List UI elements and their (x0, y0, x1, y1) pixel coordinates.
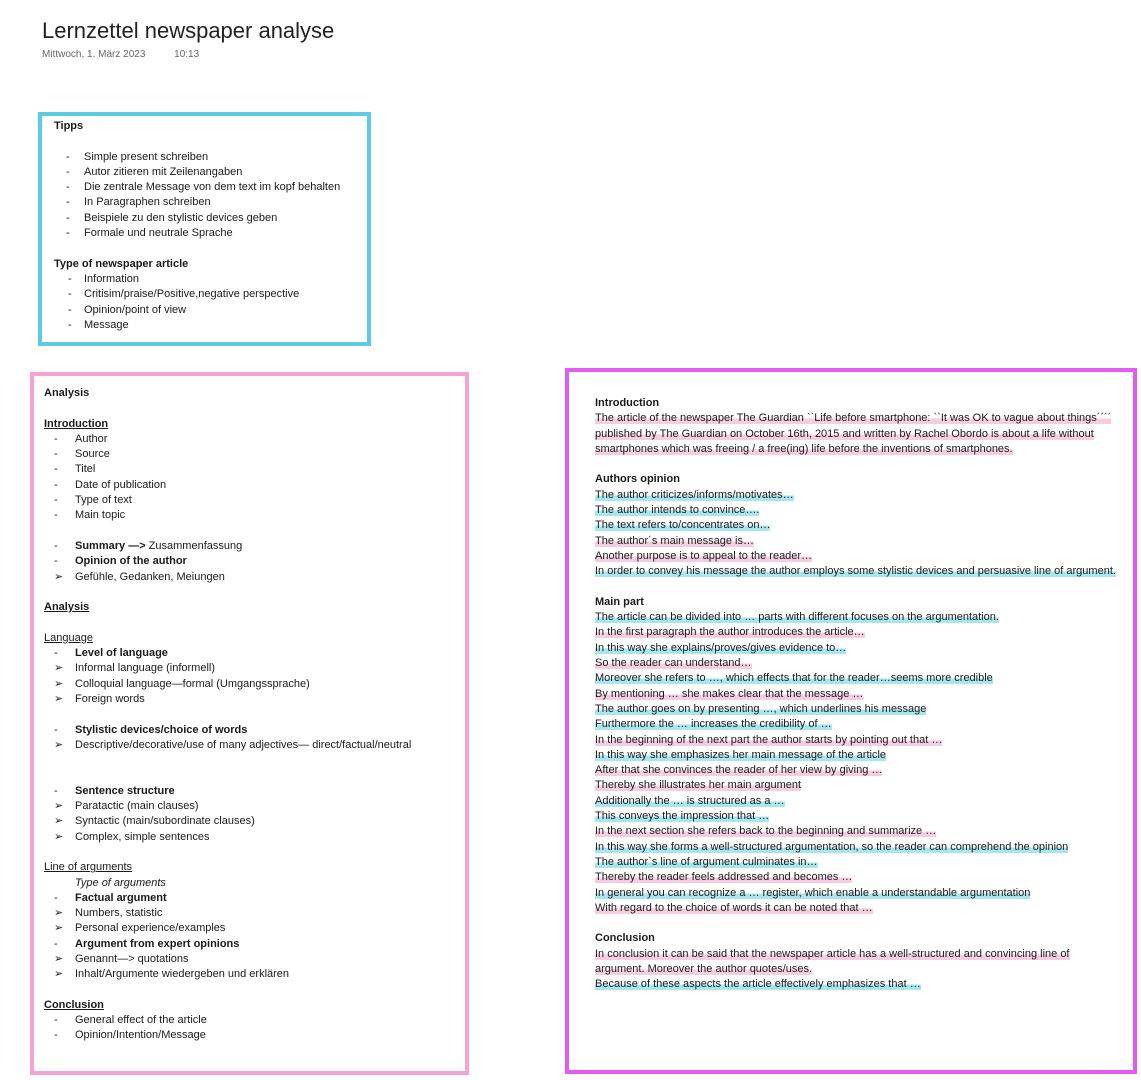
phrase-line: In order to convey his message the author employs some stylistic devices and persuasive line of argument. (595, 565, 1116, 578)
arrow-bullet-icon: ➢ (54, 570, 64, 583)
main-part-heading: Main part (595, 595, 644, 608)
phrase-line: With regard to the choice of words it can be noted that … (595, 901, 873, 914)
dash-bullet-icon: - (68, 272, 72, 285)
phrase-line: Another purpose is to appeal to the reader… (595, 549, 813, 562)
arrow-bullet-icon: ➢ (54, 830, 64, 843)
dash-bullet-icon: - (54, 784, 58, 797)
list-item: ➢ Descriptive/decorative/use of many adjectives— direct/factual/neutral (44, 738, 455, 753)
arrow-bullet-icon: ➢ (54, 968, 64, 981)
conclusion-heading: Conclusion (44, 998, 104, 1011)
phrase-line: In this way she emphasizes her main message of the article (595, 748, 887, 761)
dash-bullet-icon: - (54, 478, 58, 491)
tips-list (54, 150, 355, 242)
list-item: ➢ Colloquial language—formal (Umgangssprache) (44, 677, 455, 692)
phrase-line: In conclusion it can be said that the newspaper article has a well-structured and convincing line of argument. Moreover the author quotes/uses. (595, 947, 1070, 975)
arrow-bullet-icon: ➢ (54, 952, 64, 965)
list-item: - Opinion/point of view (54, 303, 355, 318)
dash-bullet-icon: - (54, 723, 58, 736)
phrases-intro-heading: Introduction (595, 397, 660, 409)
dash-bullet-icon: - (54, 432, 58, 445)
intro-paragraph: The article of the newspaper The Guardian ``Life before smartphone: ``It was OK to vague about things´´´´ published by The Guardian on October 16th, 2015 and written by Rachel Obordo is about a life without smartphones which was freeing / a free(ing) life before the inventions of smartphones. (595, 412, 1112, 455)
opinion-heading: Authors opinion (595, 473, 680, 486)
dash-bullet-icon: - (54, 494, 58, 507)
list-item: - Source (44, 447, 455, 462)
arrow-bullet-icon: ➢ (54, 738, 64, 751)
dash-bullet-icon: - (66, 181, 70, 194)
dash-bullet-icon: - (68, 318, 72, 331)
list-item: - Simple present schreiben (54, 150, 355, 165)
analysis-box (30, 372, 469, 1075)
list-item: - Argument from expert opinions (44, 937, 455, 952)
list-item: - Titel (44, 462, 455, 477)
type-list (54, 272, 355, 333)
phrase-line: The author intends to convince…. (595, 504, 760, 517)
intro-heading: Introduction (44, 417, 109, 430)
arrow-bullet-icon: ➢ (54, 922, 64, 935)
list-item: - Opinion of the author (44, 554, 455, 569)
phrase-line: Additionally the … is structured as a … (595, 794, 785, 807)
dash-bullet-icon: - (54, 555, 58, 568)
page-title: Lernzettel newspaper analyse (42, 18, 335, 43)
phrase-line: Thereby the reader feels addressed and becomes … (595, 871, 853, 884)
list-item: - Type of text (44, 493, 455, 508)
list-item: ➢ Personal experience/examples (44, 921, 455, 936)
phrase-line: In this way she explains/proves/gives evidence to… (595, 641, 847, 654)
phrase-line: In the first paragraph the author introduces the article… (595, 626, 865, 639)
dash-bullet-icon: - (54, 539, 58, 552)
phrase-line: In the beginning of the next part the author starts by pointing out that … (595, 733, 943, 746)
page-date: Mittwoch, 1. März 2023 (42, 49, 146, 60)
page-meta (42, 49, 199, 60)
list-item: - Autor zitieren mit Zeilenangaben (54, 165, 355, 180)
dash-bullet-icon: - (54, 1029, 58, 1042)
phrase-line: The text refers to/concentrates on… (595, 519, 771, 532)
list-item: Type of arguments (75, 876, 166, 889)
list-item: ➢ Inhalt/Argumente wiedergeben und erklären (44, 967, 455, 982)
phrase-line: In this way she forms a well-structured argumentation, so the reader can comprehend the opinion (595, 840, 1069, 853)
arrow-bullet-icon: ➢ (54, 662, 64, 675)
phrase-line: The author criticizes/informs/motivates… (595, 488, 794, 501)
phrase-line: After that she convinces the reader of her view by giving … (595, 764, 883, 777)
arrow-bullet-icon: ➢ (54, 907, 64, 920)
dash-bullet-icon: - (68, 288, 72, 301)
arrow-bullet-icon: ➢ (54, 815, 64, 828)
type-heading: Type of newspaper article (54, 257, 189, 270)
phrase-line: This conveys the impression that … (595, 810, 770, 823)
dash-bullet-icon: - (66, 165, 70, 178)
list-item: ➢ Paratactic (main clauses) (44, 799, 455, 814)
dash-bullet-icon: - (68, 303, 72, 316)
phrase-line: By mentioning … she makes clear that the message … (595, 687, 864, 700)
dash-bullet-icon: - (54, 463, 58, 476)
arrow-bullet-icon: ➢ (54, 677, 64, 690)
list-item: ➢ Foreign words (44, 692, 455, 707)
arrow-bullet-icon: ➢ (54, 800, 64, 813)
phrase-line: Furthermore the … increases the credibility of … (595, 718, 832, 731)
phrase-line: So the reader can understand… (595, 657, 752, 670)
analysis-subheading: Analysis (44, 601, 90, 614)
phrase-line: Moreover she refers to …, which effects that for the reader…seems more credible (595, 672, 993, 685)
list-item: - Level of language (44, 646, 455, 661)
phrase-line: Because of these aspects the article effectively emphasizes that … (595, 978, 921, 991)
list-item: - Date of publication (44, 478, 455, 493)
list-item: - Stylistic devices/choice of words (44, 723, 455, 738)
list-item: - Critisim/praise/Positive,negative perspective (54, 287, 355, 302)
dash-bullet-icon: - (54, 448, 58, 461)
dash-bullet-icon: - (54, 647, 58, 660)
list-item: ➢ Syntactic (main/subordinate clauses) (44, 814, 455, 829)
phrase-line: In the next section she refers back to the beginning and summarize … (595, 825, 937, 838)
dash-bullet-icon: - (66, 211, 70, 224)
list-item: ➢ Informal language (informell) (44, 661, 455, 676)
dash-bullet-icon: - (54, 509, 58, 522)
page-time: 10:13 (174, 49, 200, 60)
list-item: - Summary —> Zusammenfassung (44, 539, 455, 554)
list-item: - In Paragraphen schreiben (54, 195, 355, 210)
list-item: ➢ Gefühle, Gedanken, Meiungen (44, 570, 455, 585)
list-item: - Factual argument (44, 891, 455, 906)
list-item: - Sentence structure (44, 784, 455, 799)
list-item: - Opinion/Intention/Message (44, 1028, 455, 1043)
list-item: - Author (44, 432, 455, 447)
dash-bullet-icon: - (54, 1014, 58, 1027)
phrase-line: Thereby she illustrates her main argument (595, 779, 802, 792)
phrase-line: The author`s line of argument culminates in… (595, 855, 818, 868)
list-item: - Message (54, 318, 355, 333)
phrases-box (565, 368, 1137, 1074)
list-item: - Information (54, 272, 355, 287)
line-of-arguments-heading: Line of arguments (44, 861, 133, 874)
list-item: - Beispiele zu den stylistic devices geben (54, 211, 355, 226)
tips-heading: Tipps (54, 120, 84, 132)
dash-bullet-icon: - (54, 891, 58, 904)
language-heading: Language (44, 631, 93, 644)
arrow-bullet-icon: ➢ (54, 692, 64, 705)
dash-bullet-icon: - (66, 227, 70, 240)
phrases-conclusion-heading: Conclusion (595, 932, 655, 945)
list-item: - Die zentrale Message von dem text im kopf behalten (54, 180, 355, 195)
phrase-line: The article can be divided into … parts with different focuses on the argumentation. (595, 611, 999, 624)
list-item: - Formale und neutrale Sprache (54, 226, 355, 241)
phrase-line: In general you can recognize a … register, which enable a understandable argumentation (595, 886, 1031, 899)
analysis-title: Analysis (44, 387, 90, 399)
phrase-line: The author´s main message is… (595, 534, 754, 547)
list-item: - Main topic (44, 508, 455, 523)
list-item: - General effect of the article (44, 1013, 455, 1028)
list-item: ➢ Numbers, statistic (44, 906, 455, 921)
tips-box (38, 112, 371, 346)
dash-bullet-icon: - (54, 937, 58, 950)
phrase-line: The author goes on by presenting …, which underlines his message (595, 702, 927, 715)
list-item: ➢ Complex, simple sentences (44, 830, 455, 845)
dash-bullet-icon: - (66, 150, 70, 163)
dash-bullet-icon: - (66, 196, 70, 209)
list-item: ➢ Genannt—> quotations (44, 952, 455, 967)
